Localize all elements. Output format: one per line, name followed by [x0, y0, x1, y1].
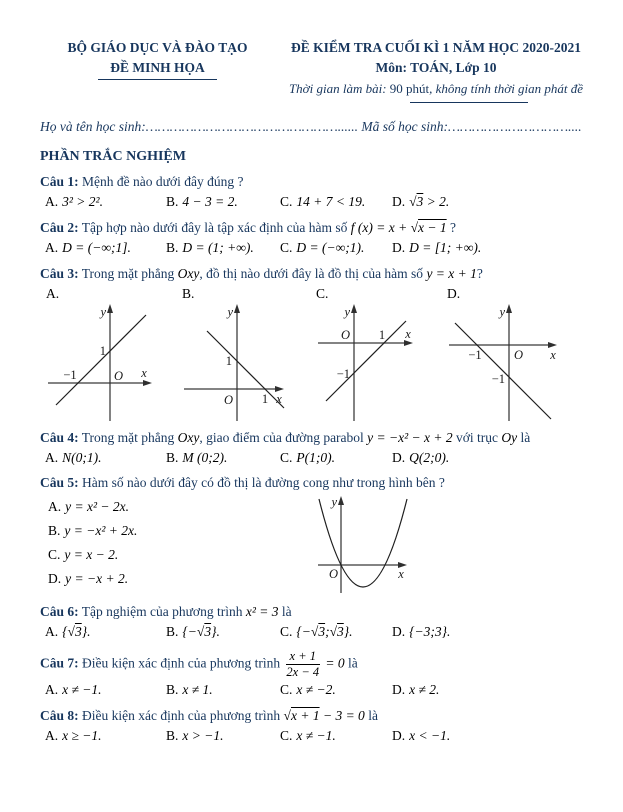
question-2-function: f (x) = x +: [350, 220, 411, 236]
graph-option-c: [316, 286, 447, 421]
issuer-name: BỘ GIÁO DỤC VÀ ĐÀO TẠO: [67, 40, 248, 55]
fraction-denominator: 2x − 4: [286, 665, 320, 680]
option-b-text: D = (1; +∞).: [182, 240, 254, 255]
option-a: [45, 682, 166, 699]
question-4-text-end: là: [517, 429, 531, 445]
question-5-label: Câu 5:: [40, 475, 79, 491]
question-2-stem: [40, 220, 597, 237]
question-6-options: [45, 624, 597, 641]
option-a-text: y = x² − 2x.: [65, 499, 129, 515]
option-d-letter: D.: [392, 449, 406, 465]
graph-d-letter: D.: [447, 285, 461, 301]
question-8-text-end: là: [364, 708, 378, 724]
student-name-label: Họ và tên học sinh:: [40, 119, 146, 134]
option-d-letter: D.: [392, 240, 406, 255]
option-b-letter: B.: [166, 194, 179, 210]
option-a-letter: A.: [45, 624, 59, 640]
question-2: [40, 220, 597, 257]
graph-b-plot: [182, 303, 287, 421]
y-arrow-icon: [338, 496, 344, 505]
question-6-label: Câu 6:: [40, 604, 79, 620]
question-5-stem: [40, 475, 597, 492]
option-a-letter: A.: [45, 194, 59, 210]
option-b-letter: B.: [166, 449, 179, 465]
question-7-options: [45, 682, 597, 699]
option-d-letter: D.: [392, 624, 406, 640]
radical-sign: √: [196, 624, 205, 640]
option-a-text: x ≥ −1.: [62, 728, 102, 743]
question-2-options: [45, 240, 597, 257]
graph-c-letter: C.: [316, 285, 329, 301]
radical-sign: √: [310, 624, 319, 640]
x-arrow-icon: [143, 380, 152, 386]
option-c-text: P(1;0).: [296, 449, 335, 465]
graph-a-letter: A.: [46, 285, 60, 301]
graph-d-plot: [447, 303, 562, 421]
option-b-letter: B.: [166, 240, 179, 255]
question-3-oxy: Oxy: [177, 265, 200, 281]
option-d-text: x ≠ 2.: [409, 682, 440, 698]
question-7-label: Câu 7:: [40, 655, 79, 671]
student-id-label: Mã số học sinh:: [358, 119, 449, 134]
option-c-pre: {−: [296, 624, 311, 640]
x-label: x: [405, 326, 411, 341]
origin-label: O: [340, 327, 350, 342]
question-4-parabola: y = −x² − x + 2: [367, 429, 453, 445]
fraction: [286, 650, 320, 679]
section-title: PHẦN TRẮC NGHIỆM: [40, 148, 186, 164]
issuer-block: [40, 40, 275, 103]
option-b: [166, 240, 280, 257]
option-c: [280, 240, 392, 257]
graph-a-plot: [46, 303, 156, 421]
student-id-dots: …………………………....: [448, 119, 582, 134]
option-a-text: D = (−∞;1].: [62, 240, 131, 255]
question-7-text-end: là: [344, 655, 358, 671]
origin-label: O: [514, 347, 524, 362]
x-tick: −1: [63, 367, 77, 382]
option-a-sqrt: 3: [74, 624, 82, 640]
question-4-text2: , giao điểm của đường parabol: [199, 429, 368, 445]
graph-option-b: [182, 286, 316, 421]
option-b-pre: {−: [182, 624, 197, 640]
x-label: x: [398, 567, 404, 582]
radical-sign: √: [329, 624, 337, 640]
origin-label: O: [328, 567, 338, 582]
option-a-letter: A.: [45, 728, 59, 743]
question-8-equation-end: − 3 = 0: [319, 708, 365, 724]
option-c: [280, 194, 392, 211]
option-c-text: y = x − 2.: [64, 547, 119, 562]
question-4-options: [45, 450, 597, 467]
question-4-oxy: Oxy: [177, 429, 200, 445]
function-line: [207, 331, 284, 408]
option-b: [166, 194, 280, 211]
question-4-text3: với trục: [452, 429, 502, 445]
question-3-text2: , đồ thị nào dưới đây là đồ thị của hàm số: [199, 265, 427, 281]
option-a-post: }.: [81, 624, 91, 640]
option-c-text: 14 + 7 < 19.: [296, 194, 366, 210]
question-4-stem: [40, 430, 597, 447]
option-d-letter: D.: [392, 194, 406, 210]
option-a: [45, 728, 166, 745]
y-label: y: [331, 495, 337, 510]
option-d-text: {−3;3}.: [409, 624, 451, 640]
option-d: [392, 194, 597, 211]
question-2-text-end: ?: [446, 220, 457, 236]
question-6-text: Tập nghiệm của phương trình: [78, 604, 246, 620]
function-line: [455, 323, 551, 419]
y-label: y: [344, 304, 350, 319]
option-c-text: x ≠ −2.: [296, 682, 336, 698]
radical-sign: √: [67, 624, 75, 640]
x-tick: 1: [378, 327, 386, 342]
option-b-text: y = −x² + 2x.: [64, 523, 138, 539]
question-8-stem: [40, 708, 597, 725]
option-c-sqrt2: 3: [337, 624, 344, 640]
option-c: [280, 450, 392, 467]
question-7-equals: = 0: [322, 655, 345, 671]
option-c: [280, 682, 392, 699]
question-1-stem: [40, 174, 597, 191]
option-b-text: 4 − 3 = 2.: [182, 194, 238, 210]
question-8-text: Điều kiện xác định của phương trình: [78, 708, 284, 724]
question-6-text-end: là: [278, 604, 292, 620]
question-3-text-end: ?: [476, 265, 483, 281]
option-a: [45, 450, 166, 467]
option-a-letter: A.: [45, 240, 59, 255]
graph-b-letter: B.: [182, 285, 195, 301]
y-arrow-icon: [351, 304, 357, 313]
option-c-letter: C.: [280, 624, 293, 640]
exam-title: ĐỀ KIỂM TRA CUỐI KÌ 1 NĂM HỌC 2020-2021: [290, 40, 581, 55]
student-name-dots: …………………………………………......: [145, 119, 359, 134]
question-5-parabola-plot: [316, 495, 411, 595]
x-label: x: [550, 347, 556, 362]
option-d-text: x < −1.: [409, 728, 451, 743]
option-d: [392, 624, 597, 641]
question-6-equation: x² = 3: [245, 604, 279, 620]
question-1-options: [45, 194, 597, 211]
question-5-body: [40, 495, 597, 595]
option-d: [392, 728, 597, 745]
option-b-letter: B.: [166, 728, 179, 743]
option-d-text: Q(2;0).: [409, 449, 450, 465]
option-a-text: x ≠ −1.: [62, 682, 102, 698]
option-d: [392, 682, 597, 699]
option-d: [392, 240, 597, 257]
question-7: [40, 650, 597, 699]
question-5-options: [48, 495, 316, 595]
question-4: [40, 430, 597, 467]
question-2-text: Tập hợp nào dưới đây là tập xác định của hàm số: [78, 220, 351, 236]
question-2-label: Câu 2:: [40, 220, 79, 236]
option-b-letter: B.: [166, 624, 179, 640]
option-a: [48, 499, 316, 516]
y-tick: −1: [336, 366, 350, 381]
option-a-text: N(0;1).: [62, 449, 102, 465]
radical-sign: √: [410, 220, 419, 236]
radical-sign: √: [283, 708, 291, 724]
option-c-letter: C.: [280, 194, 293, 210]
exam-header: [40, 40, 597, 103]
header-rule: [410, 102, 528, 103]
question-2-sqrt: x − 1: [418, 220, 447, 236]
option-b-letter: B.: [48, 523, 61, 539]
duration-line: [275, 81, 597, 97]
option-d-text: D = [1; +∞).: [409, 240, 482, 255]
question-6-stem: [40, 604, 597, 621]
duration-value: 90 phút: [389, 80, 430, 96]
y-label: y: [499, 304, 505, 319]
question-4-text: Trong mặt phẳng: [78, 429, 178, 445]
option-b-letter: B.: [166, 682, 179, 698]
option-b-post: }.: [211, 624, 220, 640]
option-a-letter: A.: [48, 499, 62, 515]
option-c-letter: C.: [48, 547, 61, 562]
question-8: [40, 708, 597, 745]
option-c-text: x ≠ −1.: [296, 728, 336, 743]
y-label: y: [100, 304, 106, 319]
question-3: [40, 266, 597, 421]
option-b: [166, 624, 280, 641]
x-label: x: [276, 391, 282, 406]
y-tick: 1: [99, 343, 106, 358]
y-tick: 1: [225, 353, 232, 368]
graph-option-d: [447, 286, 597, 421]
question-5-text: Hàm số nào dưới đây có đồ thị là đường cong như trong hình bên ?: [78, 475, 445, 491]
option-a-letter: A.: [45, 682, 59, 698]
subject-line: Môn: TOÁN, Lớp 10: [375, 59, 497, 75]
option-b: [166, 728, 280, 745]
question-8-label: Câu 8:: [40, 708, 79, 724]
exam-variant-label: ĐỀ MINH HỌA: [98, 59, 217, 80]
option-c: [280, 624, 392, 641]
duration-pre: Thời gian làm bài:: [288, 80, 390, 96]
question-6: [40, 604, 597, 641]
option-b-text: M (0;2).: [182, 449, 228, 465]
radical-sign: √: [409, 194, 417, 210]
y-arrow-icon: [107, 304, 113, 313]
question-3-graphs: [46, 286, 597, 421]
student-info-line: [40, 119, 597, 136]
question-1-label: Câu 1:: [40, 174, 79, 190]
question-1: [40, 174, 597, 211]
origin-label: O: [223, 392, 233, 407]
duration-post: , không tính thời gian phát đề: [429, 80, 584, 96]
fraction-numerator: x + 1: [286, 650, 320, 665]
question-7-text: Điều kiện xác định của phương trình: [78, 655, 284, 671]
origin-label: O: [114, 368, 124, 383]
option-a: [45, 240, 166, 257]
graph-option-a: [46, 286, 182, 421]
option-d: [48, 571, 316, 588]
question-4-oy: Oy: [501, 429, 518, 445]
option-d-letter: D.: [392, 728, 406, 743]
option-c-letter: C.: [280, 728, 293, 743]
option-a: [45, 624, 166, 641]
option-c: [48, 547, 316, 564]
option-b-sqrt: 3: [204, 624, 212, 640]
y-arrow-icon: [234, 304, 240, 313]
question-8-options: [45, 728, 597, 745]
option-a-text: 3² > 2².: [62, 194, 103, 210]
option-c-mid: ;: [325, 624, 330, 640]
x-tick: −1: [468, 347, 482, 362]
question-4-label: Câu 4:: [40, 429, 79, 445]
x-tick: 1: [261, 391, 269, 406]
x-label: x: [141, 365, 147, 380]
question-3-function: y = x + 1: [426, 265, 477, 281]
y-tick: −1: [491, 371, 505, 386]
option-b: [166, 682, 280, 699]
option-a: [45, 194, 166, 211]
option-d-text: > 2.: [423, 194, 450, 210]
option-c-text: D = (−∞;1).: [296, 240, 365, 255]
function-line: [56, 315, 146, 405]
option-c-letter: C.: [280, 449, 293, 465]
question-3-label: Câu 3:: [40, 265, 79, 281]
option-c-post: }.: [343, 624, 353, 640]
option-d-letter: D.: [392, 682, 406, 698]
option-a-letter: A.: [45, 449, 59, 465]
exam-title-block: [275, 40, 597, 103]
option-d-sqrt: 3: [416, 194, 424, 210]
option-c-letter: C.: [280, 240, 293, 255]
option-d-letter: D.: [48, 570, 62, 586]
graph-c-plot: [316, 303, 416, 421]
option-c-letter: C.: [280, 682, 293, 698]
option-c: [280, 728, 392, 745]
option-b: [166, 450, 280, 467]
question-8-sqrt: x + 1: [290, 708, 320, 724]
option-d: [392, 450, 597, 467]
option-b-text: x ≠ 1.: [182, 682, 213, 698]
option-b: [48, 523, 316, 540]
option-b-text: x > −1.: [182, 728, 224, 743]
question-1-text: Mệnh đề nào dưới đây đúng ?: [78, 174, 244, 190]
option-d-text: y = −x + 2.: [65, 570, 129, 586]
option-c-sqrt1: 3: [318, 624, 326, 640]
question-7-stem: [40, 650, 597, 679]
question-3-text: Trong mặt phẳng: [78, 265, 178, 281]
question-3-stem: [40, 266, 597, 283]
y-arrow-icon: [506, 304, 512, 313]
question-5: [40, 475, 597, 595]
option-a-pre: {: [62, 624, 68, 640]
y-label: y: [227, 304, 233, 319]
function-line: [326, 321, 406, 401]
